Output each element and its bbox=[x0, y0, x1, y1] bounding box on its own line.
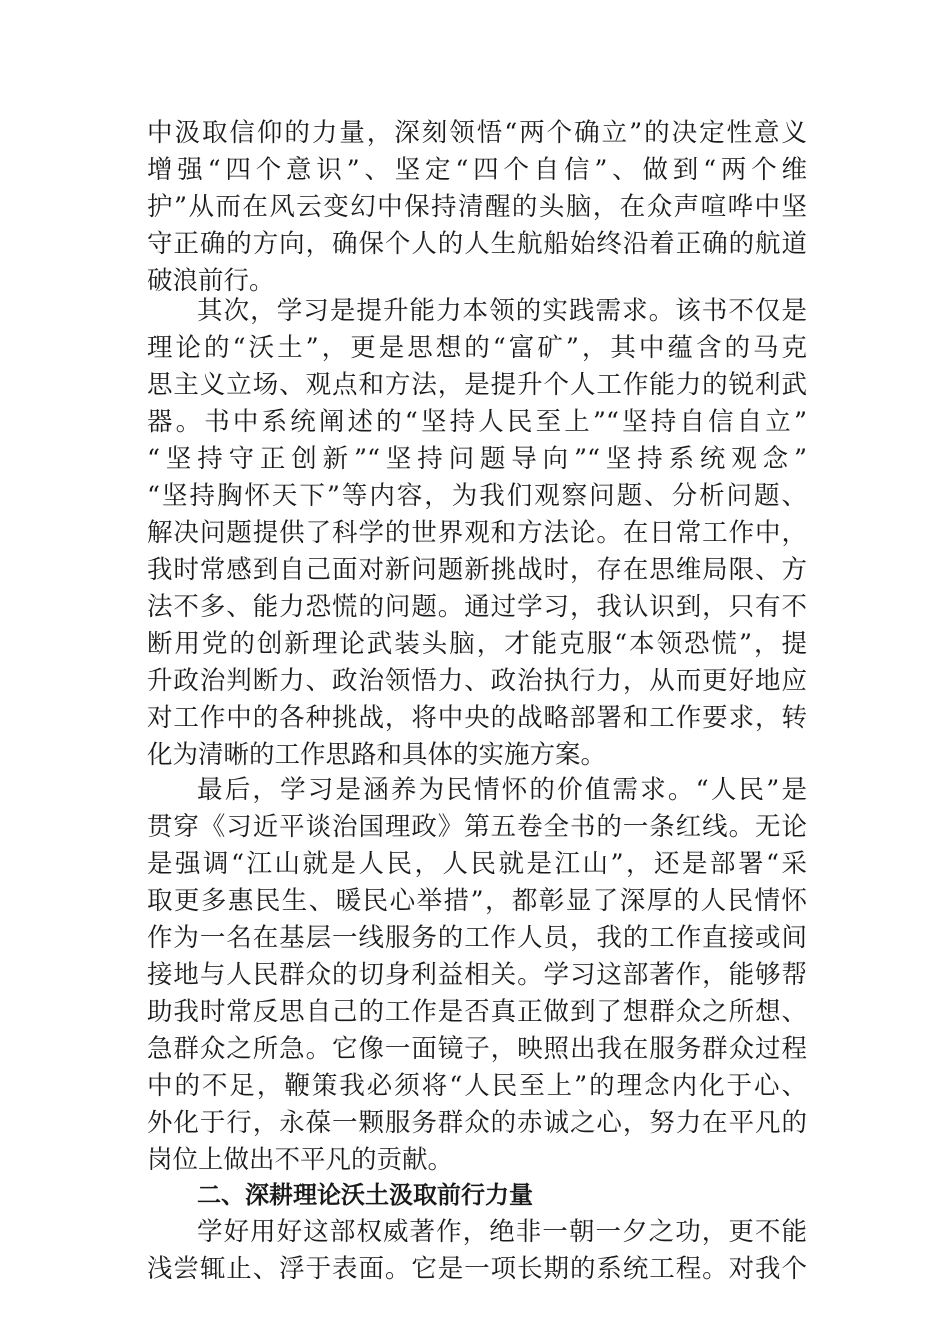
paragraph-line: 护”从而在风云变幻中保持清醒的头脑，在众声喧哗中坚 bbox=[147, 192, 807, 222]
paragraph-line: 最后，学习是涵养为民情怀的价值需求。“人民”是 bbox=[197, 775, 807, 805]
section-heading: 二、深耕理论沃土汲取前行力量 bbox=[197, 1181, 533, 1209]
paragraph-line: 岗位上做出不平凡的贡献。 bbox=[147, 1145, 454, 1175]
paragraph-line: 急群众之所急。它像一面镜子，映照出我在服务群众过程 bbox=[147, 1034, 807, 1064]
paragraph-line: 贯穿《习近平谈治国理政》第五卷全书的一条红线。无论 bbox=[147, 812, 807, 842]
paragraph-line: 接地与人民群众的切身利益相关。学习这部著作，能够帮 bbox=[147, 960, 807, 990]
paragraph-line: 解决问题提供了科学的世界观和方法论。在日常工作中， bbox=[147, 518, 807, 548]
paragraph-line: “坚持守正创新”“坚持问题导向”“坚持系统观念” bbox=[147, 444, 807, 474]
paragraph-line: 助我时常反思自己的工作是否真正做到了想群众之所想、 bbox=[147, 997, 807, 1027]
paragraph-line: 作为一名在基层一线服务的工作人员，我的工作直接或间 bbox=[147, 923, 807, 953]
paragraph-line: 是强调“江山就是人民，人民就是江山”，还是部署“采 bbox=[147, 849, 807, 879]
paragraph-line: 理论的“沃土”，更是思想的“富矿”，其中蕴含的马克 bbox=[147, 333, 807, 363]
paragraph-line: 法不多、能力恐慌的问题。通过学习，我认识到，只有不 bbox=[147, 592, 807, 622]
paragraph-line: 升政治判断力、政治领悟力、政治执行力，从而更好地应 bbox=[147, 666, 807, 696]
paragraph-line: 断用党的创新理论武装头脑，才能克服“本领恐慌”，提 bbox=[147, 629, 807, 659]
paragraph-line: 外化于行，永葆一颗服务群众的赤诚之心，努力在平凡的 bbox=[147, 1108, 807, 1138]
paragraph-line: 器。书中系统阐述的“坚持人民至上”“坚持自信自立” bbox=[147, 407, 807, 437]
paragraph-line: 其次，学习是提升能力本领的实践需求。该书不仅是 bbox=[197, 296, 807, 326]
paragraph-line: 学好用好这部权威著作，绝非一朝一夕之功，更不能 bbox=[197, 1217, 807, 1247]
paragraph-line: 增强“四个意识”、坚定“四个自信”、做到“两个维 bbox=[147, 155, 807, 185]
paragraph-line: 浅尝辄止、浮于表面。它是一项长期的系统工程。对我个 bbox=[147, 1254, 807, 1284]
paragraph-line: 化为清晰的工作思路和具体的实施方案。 bbox=[147, 740, 607, 770]
paragraph-line: 思主义立场、观点和方法，是提升个人工作能力的锐利武 bbox=[147, 370, 807, 400]
paragraph-line: 中汲取信仰的力量，深刻领悟“两个确立”的决定性意义 bbox=[147, 118, 807, 148]
paragraph-line: 守正确的方向，确保个人的人生航船始终沿着正确的航道 bbox=[147, 229, 807, 259]
paragraph-line: 我时常感到自己面对新问题新挑战时，存在思维局限、方 bbox=[147, 555, 807, 585]
paragraph-line: 破浪前行。 bbox=[147, 266, 275, 296]
paragraph-line: 中的不足，鞭策我必须将“人民至上”的理念内化于心、 bbox=[147, 1071, 807, 1101]
paragraph-line: 对工作中的各种挑战，将中央的战略部署和工作要求，转 bbox=[147, 703, 807, 733]
paragraph-line: “坚持胸怀天下”等内容，为我们观察问题、分析问题、 bbox=[147, 481, 807, 511]
paragraph-line: 取更多惠民生、暖民心举措”，都彰显了深厚的人民情怀 bbox=[147, 886, 807, 916]
